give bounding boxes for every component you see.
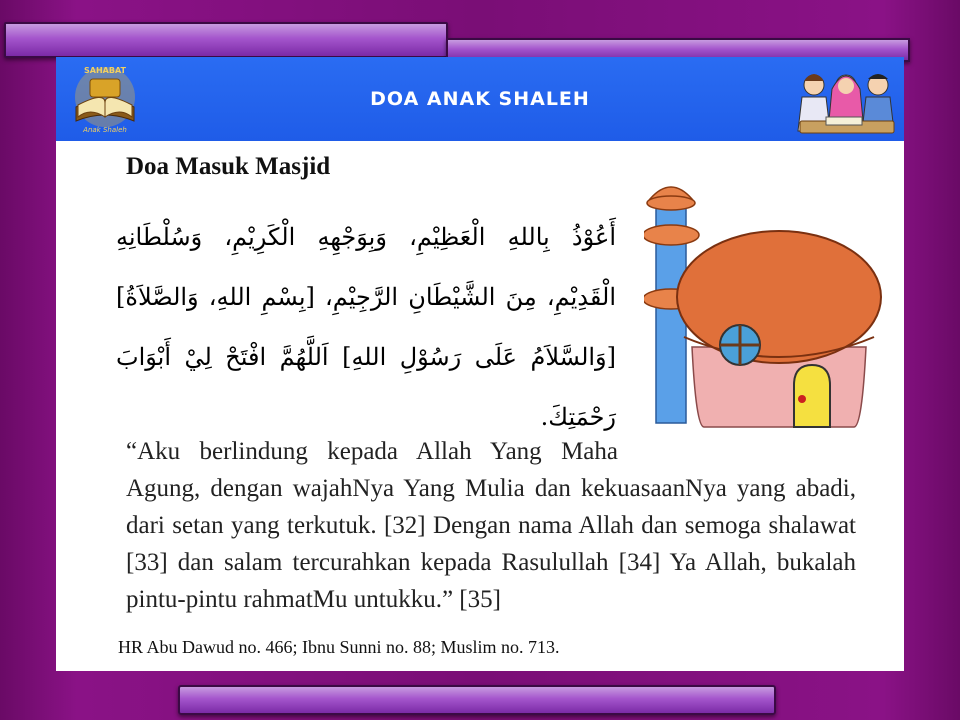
slide — [56, 57, 904, 671]
page-title: Doa Masuk Masjid — [126, 153, 331, 180]
translation-text — [126, 433, 856, 618]
hadith-reference: HR Abu Dawud no. 466; Ibnu Sunni no. 88; Muslim no. 713. — [118, 637, 560, 657]
svg-text:SAHABAT: SAHABAT — [84, 66, 126, 75]
frame-bar-top — [4, 22, 448, 58]
banner-title: DOA ANAK SHALEH — [370, 88, 590, 110]
mosque-illustration — [644, 177, 884, 437]
book-logo-icon — [68, 63, 142, 135]
arabic-prayer-text: أَعُوْذُ بِاللهِ الْعَظِيْمِ، وَبِوَجْهِهِ الْكَرِيْمِ، وَسُلْطَانِهِ الْقَدِيْمِ، مِنَ الشَّيْطَانِ الرَّجِيْمِ، [بِسْمِ اللهِ، وَالصَّلاَةُ][وَالسَّلاَمُ عَلَى رَسُوْلِ اللهِ] اَللَّهُمَّ افْتَحْ لِيْ أَبْوَابَ رَحْمَتِكَ. — [116, 223, 616, 431]
children-praying-icon — [786, 61, 904, 139]
frame-bar-bottom — [178, 685, 776, 715]
header-banner — [56, 57, 904, 141]
svg-text:Anak Shaleh: Anak Shaleh — [83, 126, 127, 134]
translation-first-line: “Aku berlindung kepada Allah Yang Maha — [126, 438, 618, 465]
translation-body: Agung, dengan wajahNya Yang Mulia dan kekuasaanNya yang abadi, dari setan yang terkutuk. [32] Dengan nama Allah dan semoga shalawat [33] dan salam tercurahkan kepada Rasulullah [34] Ya Allah, bukalah pintu-pintu rahmatMu untukku.” [35] — [126, 475, 856, 613]
